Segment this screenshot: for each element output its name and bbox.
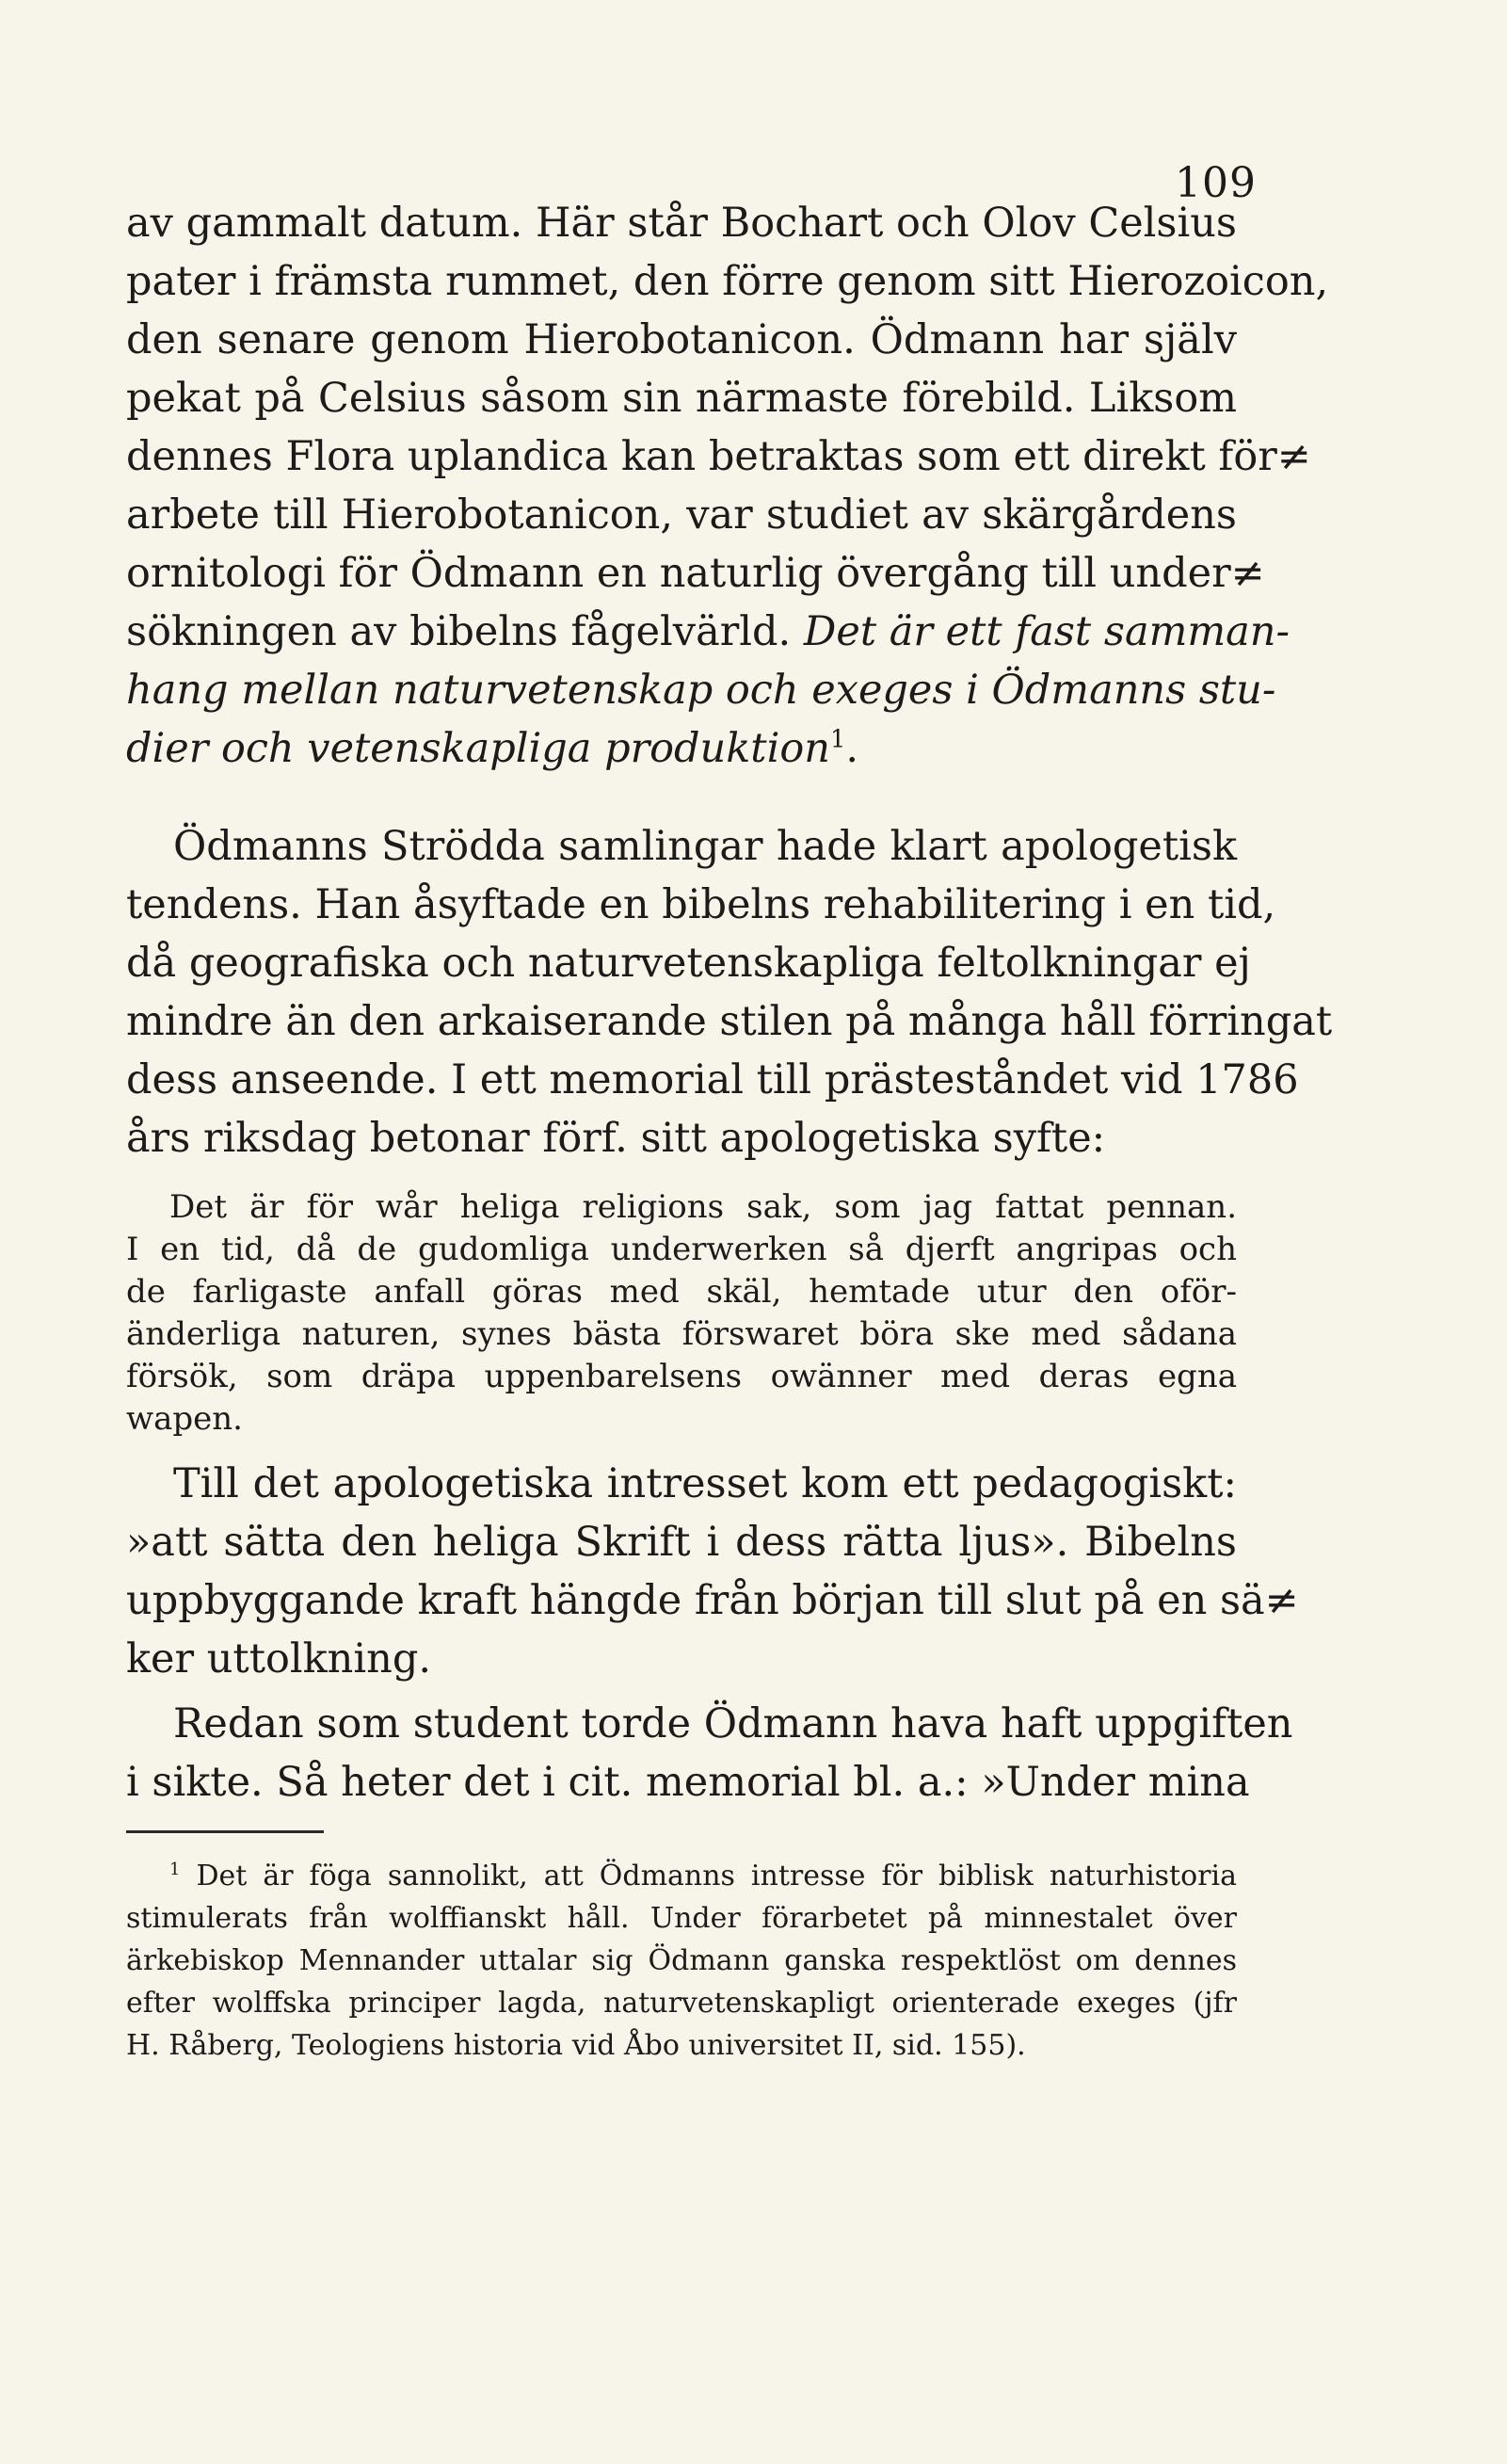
text-segment: sökningen av bibelns fågelvärld. <box>126 608 792 655</box>
text-line: tendens. Han åsyftade en bibelns rehabilitering i en tid, <box>126 881 1276 928</box>
paragraph-2 <box>126 817 1333 1168</box>
quote-line: änderliga naturen, synes bästa förswaret böra ske med sådana <box>126 1315 1237 1353</box>
text-line: Redan som student torde Ödmann hava haft uppgiften <box>173 1700 1293 1747</box>
italic-line-end <box>126 719 1237 778</box>
paragraph-4 <box>126 1695 1293 1812</box>
text-line: pekat på Celsius såsom sin närmaste förebild. Liksom <box>126 375 1237 422</box>
text-line-mixed <box>126 603 1290 661</box>
paragraph-1 <box>126 194 1329 778</box>
text-line: ornitologi för Ödmann en naturlig övergång till under≠ <box>126 550 1265 597</box>
footnote-rule <box>126 1830 324 1833</box>
quotation <box>126 1186 1237 1441</box>
footnote <box>126 1855 1237 2067</box>
quote-line: försök, som dräpa uppenbarelsens owänner med deras egna <box>126 1358 1237 1395</box>
footnote-line: H. Råberg, Teologiens historia vid Åbo universitet II, sid. 155). <box>126 2029 1026 2062</box>
quote-line: Det är för wår heliga religions sak, som jag fattat pennan. <box>169 1188 1237 1226</box>
period: . <box>845 725 859 772</box>
page-number: 109 <box>1175 159 1257 207</box>
footnote-line: efter wolffska principer lagda, naturvetenskapligt orienterade exeges (jfr <box>126 1987 1237 2020</box>
paragraph-3 <box>126 1455 1299 1688</box>
footnote-line: ärkebiskop Mennander uttalar sig Ödmann ganska respektlöst om dennes <box>126 1944 1237 1977</box>
text-line: dennes Flora uplandica kan betraktas som ett direkt för≠ <box>126 433 1311 480</box>
text-line: dess anseende. I ett memorial till prästeståndet vid 1786 <box>126 1056 1299 1103</box>
text-line: av gammalt datum. Här står Bochart och Olov Celsius <box>126 200 1237 247</box>
text-line: »att sätta den heliga Skrift i dess rätta ljus». Bibelns <box>126 1519 1237 1566</box>
footnote-line <box>126 1855 1237 1897</box>
text-line: uppbyggande kraft hängde från början till slut på en sä≠ <box>126 1577 1299 1624</box>
text-line: Till det apologetiska intresset kom ett pedagogiskt: <box>173 1460 1237 1507</box>
quote-line: I en tid, då de gudomliga underwerken så djerft angripas och <box>126 1231 1237 1268</box>
italic-segment: dier och vetenskapliga produktion <box>126 725 830 772</box>
italic-line: hang mellan naturvetenskap och exeges i Ödmanns stu- <box>126 667 1276 714</box>
text-line: års riksdag betonar förf. sitt apologetiska syfte: <box>126 1115 1106 1162</box>
italic-segment: Det är ett fast samman- <box>803 608 1290 655</box>
text-line: då geografiska och naturvetenskapliga feltolkningar ej <box>126 940 1251 987</box>
text-line: arbete till Hierobotanicon, var studiet av skärgårdens <box>126 491 1237 539</box>
text-line: pater i främsta rummet, den förre genom sitt Hierozoicon, <box>126 258 1329 305</box>
text-line: ker uttolkning. <box>126 1635 432 1683</box>
text-line: den senare genom Hierobotanicon. Ödmann har själv <box>126 316 1237 363</box>
quote-line: de farligaste anfall göras med skäl, hemtade utur den oför- <box>126 1273 1237 1311</box>
quote-line: wapen. <box>126 1400 243 1438</box>
text-line: i sikte. Så heter det i cit. memorial bl. a.: »Under mina <box>126 1759 1250 1806</box>
text-line: Ödmanns Strödda samlingar hade klart apologetisk <box>173 823 1237 870</box>
text-line: mindre än den arkaiserande stilen på många håll förringat <box>126 998 1333 1045</box>
footnote-marker: 1 <box>169 1860 181 1879</box>
footnote-text: Det är föga sannolikt, att Ödmanns intresse för biblisk naturhistoria <box>196 1860 1237 1892</box>
footnote-line: stimulerats från wolffianskt håll. Under förarbetet på minnestalet över <box>126 1902 1237 1935</box>
footnote-reference: 1 <box>829 725 846 754</box>
